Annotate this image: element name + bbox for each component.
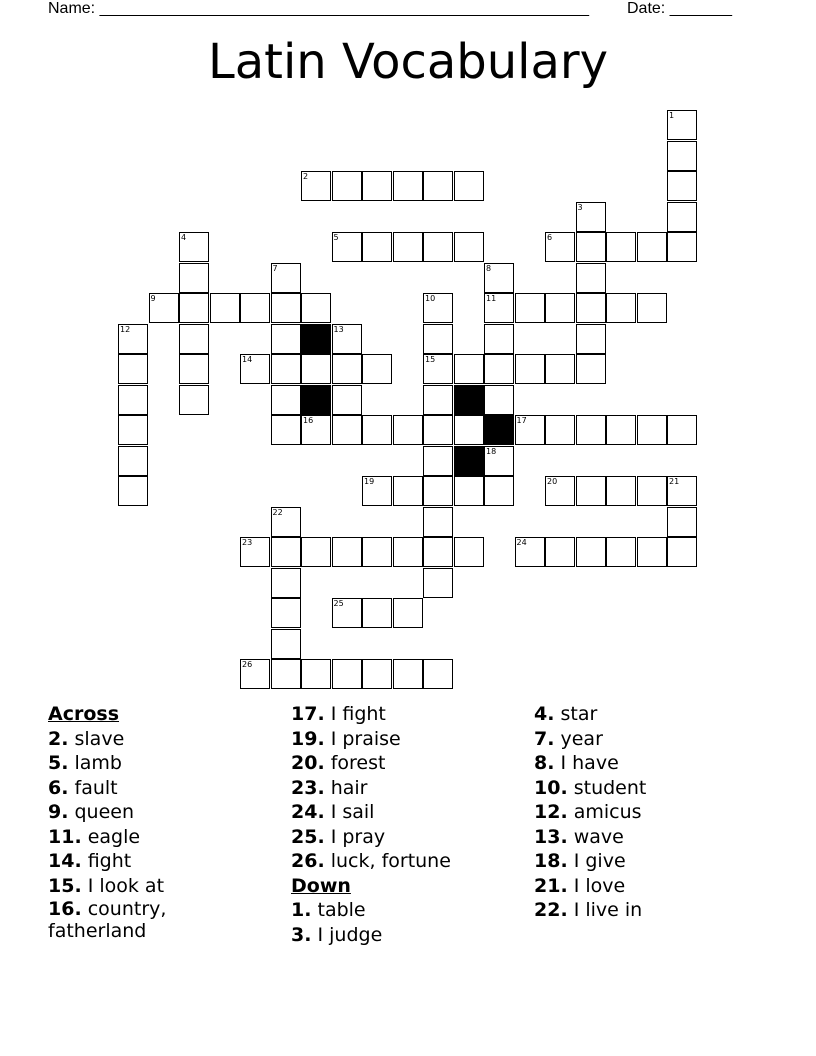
grid-cell[interactable] (301, 415, 331, 445)
grid-cell[interactable] (606, 293, 636, 323)
grid-cell[interactable] (393, 476, 423, 506)
grid-cell[interactable] (667, 110, 697, 140)
grid-cell[interactable] (637, 232, 667, 262)
grid-cell[interactable] (393, 232, 423, 262)
cell-number: 16 (303, 416, 314, 425)
grid-cell[interactable] (240, 537, 270, 567)
grid-cell[interactable] (332, 415, 362, 445)
grid-cell[interactable] (271, 659, 301, 689)
clue-across-11: 11. eagle (48, 825, 141, 848)
clues-column-2 (291, 702, 451, 947)
grid-cell[interactable] (271, 507, 301, 537)
name-field-label: Name: _______________________________________________________ (48, 0, 589, 17)
grid-cell[interactable] (606, 476, 636, 506)
grid-cell[interactable] (423, 171, 453, 201)
grid-cell[interactable] (576, 232, 606, 262)
grid-cell[interactable] (362, 659, 392, 689)
grid-cell[interactable] (515, 415, 545, 445)
grid-cell[interactable] (576, 476, 606, 506)
grid-cell[interactable] (454, 232, 484, 262)
grid-cell[interactable] (240, 354, 270, 384)
grid-cell[interactable] (423, 232, 453, 262)
clues-column-3 (534, 702, 646, 923)
grid-cell[interactable] (362, 537, 392, 567)
black-square (484, 415, 514, 445)
grid-cell[interactable] (332, 659, 362, 689)
clues-column-1 (48, 702, 198, 942)
clue-across-17: 17. I fight (291, 703, 386, 725)
grid-cell[interactable] (301, 659, 331, 689)
cell-number: 2 (303, 172, 309, 181)
grid-cell[interactable] (179, 232, 209, 262)
grid-cell[interactable] (484, 263, 514, 293)
grid-cell[interactable] (362, 598, 392, 628)
cell-number: 21 (669, 477, 680, 486)
cell-number: 24 (516, 538, 527, 547)
cell-number: 17 (516, 416, 527, 425)
grid-cell[interactable] (301, 537, 331, 567)
grid-cell[interactable] (667, 415, 697, 445)
cell-number: 15 (425, 355, 436, 364)
grid-cell[interactable] (423, 446, 453, 476)
cell-number: 13 (333, 324, 344, 334)
grid-cell[interactable] (606, 232, 636, 262)
grid-cell[interactable] (576, 537, 606, 567)
black-square (301, 324, 331, 354)
cell-number: 12 (120, 324, 131, 334)
grid-cell[interactable] (362, 354, 392, 384)
grid-cell[interactable] (301, 171, 331, 201)
grid-cell[interactable] (576, 415, 606, 445)
grid-cell[interactable] (362, 171, 392, 201)
grid-cell[interactable] (667, 537, 697, 567)
grid-cell[interactable] (484, 446, 514, 476)
grid-cell[interactable] (637, 293, 667, 323)
cell-number: 25 (333, 599, 344, 608)
grid-cell[interactable] (545, 415, 575, 445)
grid-cell[interactable] (271, 385, 301, 415)
clue-across-14: 14. fight (48, 850, 132, 872)
grid-cell[interactable] (393, 415, 423, 445)
grid-cell[interactable] (362, 476, 392, 506)
grid-cell[interactable] (393, 659, 423, 689)
grid-cell[interactable] (423, 385, 453, 415)
grid-cell[interactable] (332, 232, 362, 262)
grid-cell[interactable] (484, 476, 514, 506)
grid-cell[interactable] (179, 324, 209, 354)
grid-cell[interactable] (179, 354, 209, 384)
grid-cell[interactable] (576, 263, 606, 293)
grid-cell[interactable] (362, 232, 392, 262)
grid-cell[interactable] (118, 476, 148, 506)
grid-cell[interactable] (423, 354, 453, 384)
grid-cell[interactable] (271, 324, 301, 354)
grid-cell[interactable] (454, 415, 484, 445)
clue-across-16: 16. country, fatherland (48, 898, 167, 942)
grid-cell[interactable] (606, 537, 636, 567)
grid-cell[interactable] (545, 537, 575, 567)
cell-number: 5 (333, 233, 339, 242)
clue-down-10: 10. student (534, 776, 647, 799)
black-square (454, 385, 484, 415)
grid-cell[interactable] (667, 476, 697, 506)
grid-cell[interactable] (332, 598, 362, 628)
grid-cell[interactable] (271, 263, 301, 293)
grid-cell[interactable] (545, 354, 575, 384)
grid-cell[interactable] (271, 415, 301, 445)
clue-down-1: 1. table (291, 899, 366, 921)
grid-cell[interactable] (240, 293, 270, 323)
grid-cell[interactable] (271, 568, 301, 598)
cell-number: 20 (547, 477, 558, 486)
clue-across-23: 23. hair (291, 776, 368, 799)
grid-cell[interactable] (393, 537, 423, 567)
grid-cell[interactable] (484, 354, 514, 384)
grid-cell[interactable] (332, 385, 362, 415)
grid-cell[interactable] (179, 263, 209, 293)
grid-cell[interactable] (118, 324, 148, 354)
grid-cell[interactable] (667, 141, 697, 171)
cell-number: 19 (364, 477, 375, 486)
clue-down-18: 18. I give (534, 850, 626, 872)
clue-down-8: 8. I have (534, 752, 619, 774)
grid-cell[interactable] (271, 354, 301, 384)
grid-cell[interactable] (332, 171, 362, 201)
grid-cell[interactable] (332, 537, 362, 567)
grid-cell[interactable] (454, 537, 484, 567)
clue-down-4: 4. star (534, 703, 598, 725)
grid-cell[interactable] (515, 354, 545, 384)
cell-number: 11 (486, 294, 497, 303)
cell-number: 9 (150, 294, 156, 303)
cell-number: 8 (486, 263, 492, 273)
grid-cell[interactable] (545, 232, 575, 262)
grid-cell[interactable] (118, 415, 148, 445)
grid-cell[interactable] (667, 202, 697, 232)
date-field-label: Date: _______ (627, 0, 732, 17)
cell-number: 14 (242, 355, 253, 364)
clue-down-21: 21. I love (534, 874, 626, 897)
grid-cell[interactable] (454, 354, 484, 384)
grid-cell[interactable] (423, 476, 453, 506)
grid-cell[interactable] (637, 415, 667, 445)
grid-cell[interactable] (271, 629, 301, 659)
clue-across-9: 9. queen (48, 801, 135, 823)
grid-cell[interactable] (118, 354, 148, 384)
grid-cell[interactable] (667, 507, 697, 537)
grid-cell[interactable] (667, 171, 697, 201)
clue-across-25: 25. I pray (291, 825, 386, 848)
page-title: Latin Vocabulary (207, 34, 609, 90)
grid-cell[interactable] (423, 507, 453, 537)
black-square (454, 446, 484, 476)
grid-cell[interactable] (362, 415, 392, 445)
grid-cell[interactable] (667, 232, 697, 262)
grid-cell[interactable] (454, 171, 484, 201)
grid-cell[interactable] (637, 476, 667, 506)
grid-cell[interactable] (271, 598, 301, 628)
grid-cell[interactable] (545, 293, 575, 323)
grid-cell[interactable] (484, 385, 514, 415)
grid-cell[interactable] (332, 354, 362, 384)
grid-cell[interactable] (423, 324, 453, 354)
grid-cell[interactable] (515, 293, 545, 323)
cell-number: 6 (547, 233, 553, 242)
grid-cell[interactable] (423, 568, 453, 598)
clue-across-24: 24. I sail (291, 801, 375, 823)
cell-number: 1 (669, 111, 675, 120)
clue-down-22: 22. I live in (534, 899, 643, 921)
grid-cell[interactable] (576, 354, 606, 384)
clue-across-6: 6. fault (48, 776, 118, 799)
clue-across-26: 26. luck, fortune (291, 850, 451, 872)
grid-cell[interactable] (301, 293, 331, 323)
grid-cell[interactable] (301, 354, 331, 384)
cell-number: 3 (577, 202, 583, 212)
grid-cell[interactable] (240, 659, 270, 689)
clue-down-13: 13. wave (534, 825, 624, 848)
grid-cell[interactable] (271, 293, 301, 323)
grid-cell[interactable] (118, 446, 148, 476)
grid-cell[interactable] (393, 598, 423, 628)
cell-number: 18 (486, 446, 497, 456)
grid-cell[interactable] (118, 385, 148, 415)
cell-number: 7 (272, 263, 278, 273)
across-heading: Across (48, 703, 120, 725)
grid-cell[interactable] (484, 293, 514, 323)
grid-cell[interactable] (149, 293, 179, 323)
clue-down-7: 7. year (534, 727, 603, 750)
grid-cell[interactable] (423, 293, 453, 323)
cell-number: 23 (242, 538, 253, 547)
cell-number: 4 (181, 233, 187, 242)
grid-cell[interactable] (179, 385, 209, 415)
grid-cell[interactable] (454, 476, 484, 506)
cell-number: 10 (425, 294, 436, 303)
clue-across-19: 19. I praise (291, 727, 401, 750)
grid-cell[interactable] (576, 293, 606, 323)
grid-cell[interactable] (545, 476, 575, 506)
down-heading: Down (291, 874, 351, 897)
grid-cell[interactable] (423, 659, 453, 689)
grid-cell[interactable] (423, 537, 453, 567)
grid-cell[interactable] (576, 324, 606, 354)
grid-cell[interactable] (637, 537, 667, 567)
clue-across-15: 15. I look at (48, 874, 165, 897)
grid-cell[interactable] (271, 537, 301, 567)
black-square (301, 385, 331, 415)
grid-cell[interactable] (210, 293, 240, 323)
grid-cell[interactable] (576, 202, 606, 232)
grid-cell[interactable] (393, 171, 423, 201)
clue-across-2: 2. slave (48, 727, 125, 750)
grid-cell[interactable] (179, 293, 209, 323)
grid-cell[interactable] (423, 415, 453, 445)
clue-across-20: 20. forest (291, 752, 386, 774)
grid-cell[interactable] (484, 324, 514, 354)
grid-cell[interactable] (606, 415, 636, 445)
cell-number: 22 (272, 507, 283, 517)
clue-across-5: 5. lamb (48, 752, 122, 774)
clue-down-12: 12. amicus (534, 801, 642, 823)
cell-number: 26 (242, 660, 253, 669)
clue-down-3: 3. I judge (291, 923, 383, 946)
grid-cell[interactable] (515, 537, 545, 567)
grid-cell[interactable] (332, 324, 362, 354)
